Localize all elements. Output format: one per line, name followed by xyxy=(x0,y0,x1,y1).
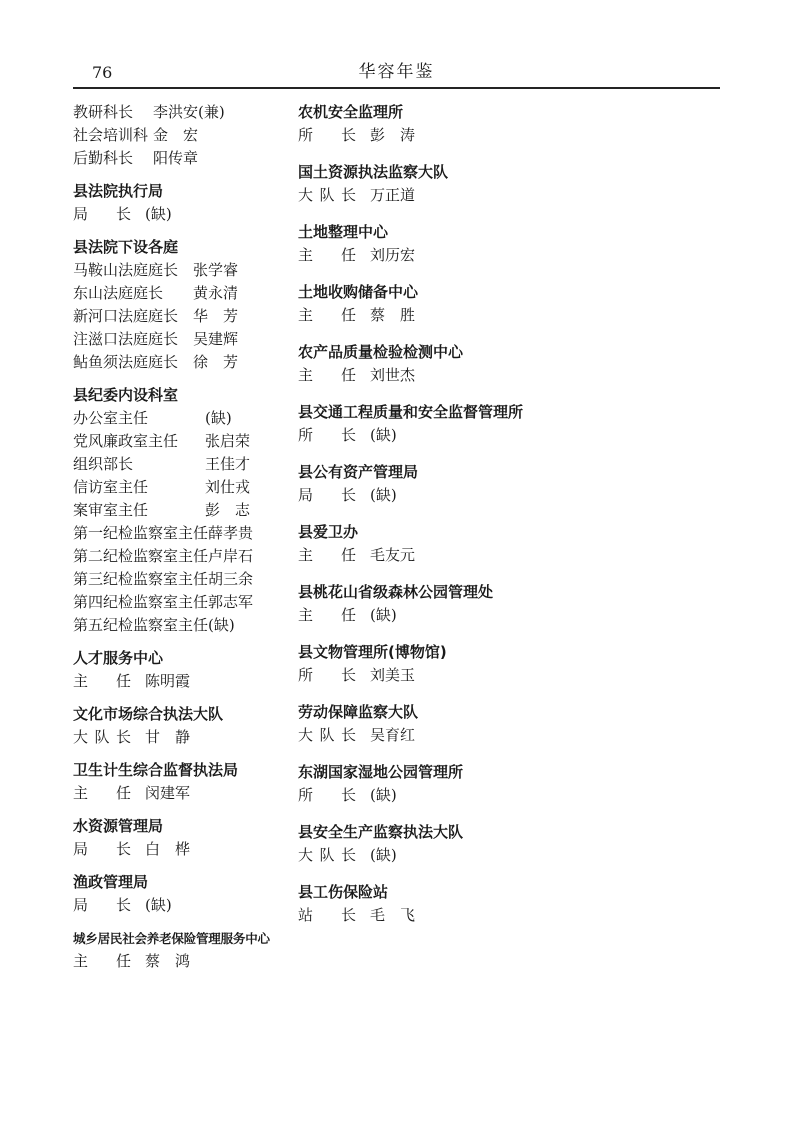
person-name: (缺) xyxy=(370,786,397,804)
person-name: 吴建辉 xyxy=(193,330,239,348)
org-section xyxy=(73,384,298,637)
person-name: (缺) xyxy=(370,486,397,504)
org-heading: 城乡居民社会养老保险管理服务中心 xyxy=(73,931,270,946)
position-title: 局 长 xyxy=(73,896,131,914)
person-name: 吴育红 xyxy=(370,726,416,744)
personnel-row xyxy=(298,544,728,567)
person-name: 张启荣 xyxy=(205,432,251,450)
org-heading: 渔政管理局 xyxy=(73,873,149,891)
org-section xyxy=(298,881,728,927)
org-heading: 土地收购储备中心 xyxy=(298,283,419,301)
position-title: 信访室主任 xyxy=(73,478,149,496)
person-name: (缺) xyxy=(370,426,397,444)
org-section xyxy=(298,581,728,627)
personnel-row xyxy=(73,430,298,453)
org-heading: 国土资源执法监察大队 xyxy=(298,163,449,181)
org-section xyxy=(73,815,298,861)
position-title: 第五纪检监察室主任 xyxy=(73,616,209,634)
personnel-row xyxy=(73,203,298,226)
position-title: 主 任 xyxy=(73,672,131,690)
org-heading: 农机安全监理所 xyxy=(298,103,404,121)
person-name: 毛友元 xyxy=(370,546,416,564)
personnel-row xyxy=(298,784,728,807)
position-title: 主 任 xyxy=(73,784,131,802)
org-heading: 县安全生产监察执法大队 xyxy=(298,823,464,841)
position-title: 大 队 长 xyxy=(298,186,356,204)
person-name: 刘美玉 xyxy=(370,666,416,684)
position-title: 主 任 xyxy=(298,366,356,384)
org-heading: 县工伤保险站 xyxy=(298,883,389,901)
org-section xyxy=(298,461,728,507)
org-heading: 劳动保障监察大队 xyxy=(298,703,419,721)
person-name: 蔡 鸿 xyxy=(145,952,191,970)
page-number: 76 xyxy=(92,63,113,82)
position-title: 大 队 长 xyxy=(298,846,356,864)
position-title: 社会培训科 xyxy=(73,126,149,144)
personnel-row xyxy=(73,453,298,476)
position-title: 主 任 xyxy=(298,606,356,624)
person-name: 张学睿 xyxy=(193,261,239,279)
person-name: 黄永清 xyxy=(193,284,239,302)
org-section xyxy=(298,221,728,267)
person-name: 卢岸石 xyxy=(208,547,254,565)
org-section xyxy=(73,759,298,805)
position-title: 后勤科长 xyxy=(73,149,134,167)
personnel-row xyxy=(298,844,728,867)
personnel-row xyxy=(298,664,728,687)
org-heading: 卫生计生综合监督执法局 xyxy=(73,761,239,779)
position-title: 第一纪检监察室主任 xyxy=(73,524,209,542)
org-heading: 农产品质量检验检测中心 xyxy=(298,343,464,361)
person-name: 华 芳 xyxy=(193,307,239,325)
personnel-row xyxy=(73,407,298,430)
org-section xyxy=(298,281,728,327)
position-title: 所 长 xyxy=(298,126,356,144)
org-section xyxy=(298,401,728,447)
position-title: 主 任 xyxy=(298,306,356,324)
org-section xyxy=(73,101,298,170)
position-title: 主 任 xyxy=(298,546,356,564)
org-section xyxy=(73,647,298,693)
person-name: (缺) xyxy=(205,409,232,427)
org-heading: 县公有资产管理局 xyxy=(298,463,419,481)
personnel-row xyxy=(73,259,298,282)
personnel-row xyxy=(73,147,298,170)
person-name: 郭志军 xyxy=(208,593,254,611)
personnel-row xyxy=(73,838,298,861)
person-name: 刘仕戎 xyxy=(205,478,251,496)
person-name: 李洪安(兼) xyxy=(153,103,225,121)
org-section xyxy=(298,821,728,867)
position-title: 所 长 xyxy=(298,426,356,444)
book-title: 华容年鉴 xyxy=(358,62,435,82)
personnel-row xyxy=(73,101,298,124)
org-heading: 水资源管理局 xyxy=(73,817,164,835)
position-title: 大 队 长 xyxy=(298,726,356,744)
position-title: 新河口法庭庭长 xyxy=(73,307,179,325)
person-name: (缺) xyxy=(145,896,172,914)
org-section xyxy=(73,236,298,374)
personnel-row xyxy=(298,904,728,927)
personnel-row xyxy=(73,282,298,305)
person-name: 彭 涛 xyxy=(370,126,416,144)
org-section xyxy=(73,703,298,749)
position-title: 主 任 xyxy=(298,246,356,264)
person-name: 刘世杰 xyxy=(370,366,416,384)
org-section xyxy=(298,161,728,207)
person-name: 闵建军 xyxy=(145,784,191,802)
position-title: 办公室主任 xyxy=(73,409,149,427)
running-head xyxy=(73,54,720,89)
org-section xyxy=(73,180,298,226)
personnel-row xyxy=(73,782,298,805)
position-title: 第二纪检监察室主任 xyxy=(73,547,209,565)
personnel-row xyxy=(73,545,298,568)
position-title: 第四纪检监察室主任 xyxy=(73,593,209,611)
personnel-row xyxy=(298,364,728,387)
position-title: 鲇鱼须法庭庭长 xyxy=(73,353,179,371)
person-name: 薛孝贵 xyxy=(208,524,254,542)
person-name: 徐 芳 xyxy=(193,353,239,371)
position-title: 所 长 xyxy=(298,666,356,684)
org-heading: 县纪委内设科室 xyxy=(73,386,179,404)
org-heading: 县爱卫办 xyxy=(298,523,359,541)
personnel-row xyxy=(73,305,298,328)
position-title: 注滋口法庭庭长 xyxy=(73,330,179,348)
personnel-row xyxy=(73,499,298,522)
personnel-row xyxy=(298,424,728,447)
position-title: 组织部长 xyxy=(73,455,134,473)
person-name: 刘历宏 xyxy=(370,246,416,264)
org-heading: 文化市场综合执法大队 xyxy=(73,705,224,723)
position-title: 局 长 xyxy=(73,840,131,858)
position-title: 东山法庭庭长 xyxy=(73,284,164,302)
org-section xyxy=(298,341,728,387)
person-name: 彭 志 xyxy=(205,501,251,519)
personnel-row xyxy=(73,351,298,374)
person-name: 毛 飞 xyxy=(370,906,416,924)
personnel-row xyxy=(298,604,728,627)
position-title: 案审室主任 xyxy=(73,501,149,519)
personnel-row xyxy=(298,184,728,207)
org-section xyxy=(298,761,728,807)
org-section xyxy=(298,641,728,687)
org-heading: 人才服务中心 xyxy=(73,649,164,667)
org-section xyxy=(298,701,728,747)
personnel-row xyxy=(73,726,298,749)
personnel-row xyxy=(73,124,298,147)
personnel-row xyxy=(73,591,298,614)
personnel-row xyxy=(73,950,298,973)
person-name: 甘 静 xyxy=(145,728,191,746)
person-name: 蔡 胜 xyxy=(370,306,416,324)
org-section xyxy=(298,101,728,147)
org-heading: 东湖国家湿地公园管理所 xyxy=(298,763,464,781)
position-title: 党风廉政室主任 xyxy=(73,432,179,450)
person-name: 胡三余 xyxy=(208,570,254,588)
right-column xyxy=(298,101,728,927)
person-name: 白 桦 xyxy=(145,840,191,858)
org-section xyxy=(298,521,728,567)
org-section xyxy=(73,927,298,973)
personnel-row xyxy=(298,724,728,747)
position-title: 大 队 长 xyxy=(73,728,131,746)
position-title: 教研科长 xyxy=(73,103,134,121)
personnel-row xyxy=(298,124,728,147)
person-name: 阳传章 xyxy=(153,149,199,167)
person-name: (缺) xyxy=(208,616,235,634)
personnel-row xyxy=(73,670,298,693)
personnel-row xyxy=(298,244,728,267)
org-heading: 县法院执行局 xyxy=(73,182,164,200)
position-title: 第三纪检监察室主任 xyxy=(73,570,209,588)
personnel-row xyxy=(298,304,728,327)
position-title: 站 长 xyxy=(298,906,356,924)
person-name: 金 宏 xyxy=(153,126,199,144)
org-heading: 土地整理中心 xyxy=(298,223,389,241)
personnel-row xyxy=(73,568,298,591)
person-name: (缺) xyxy=(370,846,397,864)
person-name: (缺) xyxy=(145,205,172,223)
position-title: 马鞍山法庭庭长 xyxy=(73,261,179,279)
personnel-row xyxy=(73,328,298,351)
personnel-row xyxy=(73,476,298,499)
org-heading: 县交通工程质量和安全监督管理所 xyxy=(298,403,524,421)
position-title: 局 长 xyxy=(298,486,356,504)
position-title: 主 任 xyxy=(73,952,131,970)
person-name: 陈明霞 xyxy=(145,672,191,690)
personnel-row xyxy=(73,522,298,545)
left-column xyxy=(73,101,298,973)
org-heading: 县法院下设各庭 xyxy=(73,238,179,256)
personnel-row xyxy=(73,614,298,637)
person-name: 万正道 xyxy=(370,186,416,204)
personnel-row xyxy=(73,894,298,917)
person-name: (缺) xyxy=(370,606,397,624)
personnel-row xyxy=(298,484,728,507)
org-heading: 县桃花山省级森林公园管理处 xyxy=(298,583,494,601)
position-title: 所 长 xyxy=(298,786,356,804)
person-name: 王佳才 xyxy=(205,455,251,473)
position-title: 局 长 xyxy=(73,205,131,223)
org-section xyxy=(73,871,298,917)
org-heading: 县文物管理所(博物馆) xyxy=(298,643,447,661)
